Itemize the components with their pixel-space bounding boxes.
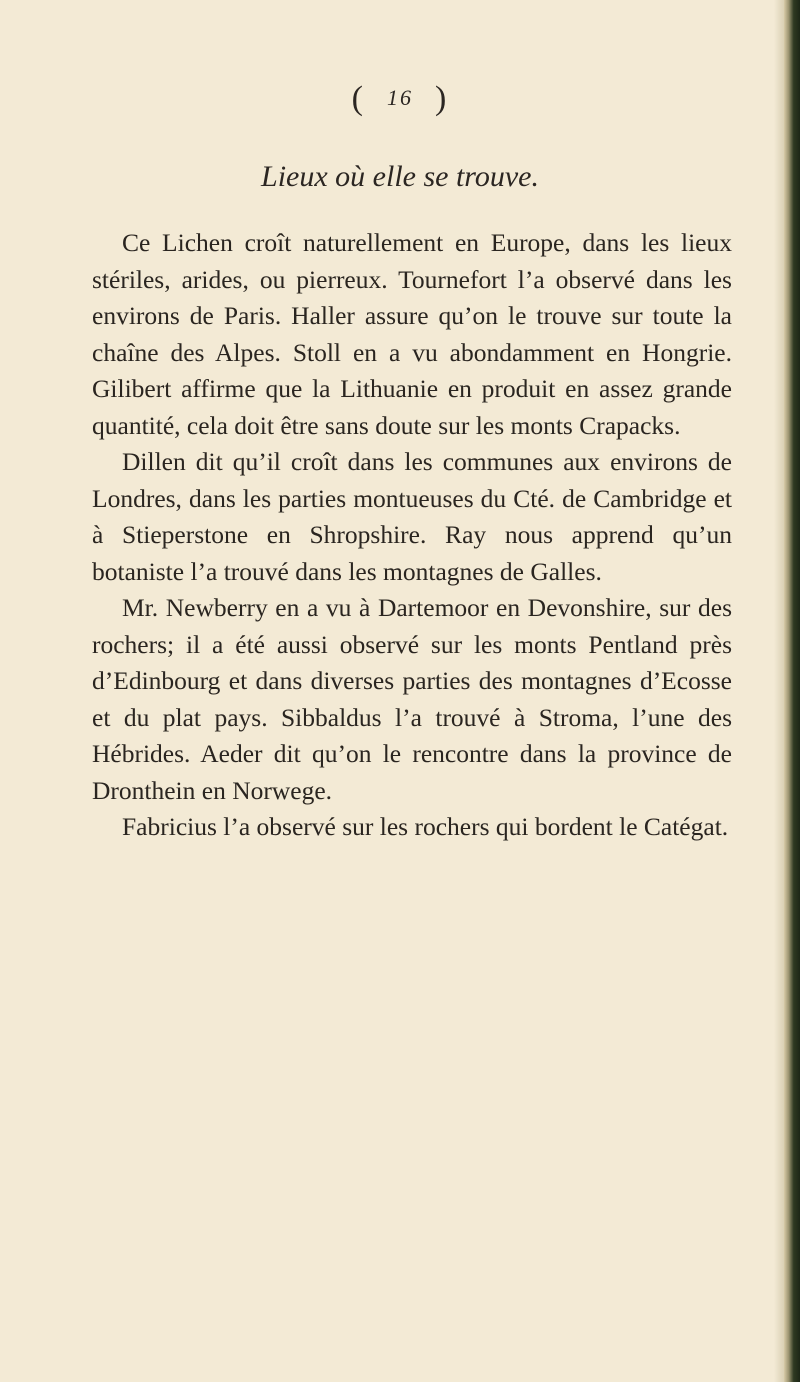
page-edge-shadow [774, 0, 784, 1382]
paragraph: Dillen dit qu’il croît dans les communes aux environs de Londres, dans les parties montueuses du Cté. de Cambridge et à Stieperstone en Shropshire. Ray nous apprend qu’un botaniste l’a trouvé dans les montagnes de Galles. [92, 447, 732, 586]
paragraph: Mr. Newberry en a vu à Dartemoor en Devonshire, sur des rochers; il a été aussi observé sur les monts Pentland près d’Edinbourg et dans diverses parties des montagnes d’Ecosse et du plat pays. Sibbaldus l’a trouvé à Stroma, l’une des Hébrides. Aeder dit qu’on le rencontre dans la province de Dronthein en Norwege. [92, 593, 732, 805]
paragraph: Ce Lichen croît naturellement en Europe, dans les lieux stériles, arides, ou pierreux. Tournefort l’a observé dans les environs de Paris. Haller assure qu’on le trouve sur toute la chaîne des Alpes. Stoll en a vu abondamment en Hongrie. Gilibert affirme que la Lithuanie en produit en assez grande quantité, cela doit être sans doute sur les monts Crapacks. [92, 228, 732, 440]
body-text [92, 225, 732, 846]
page-number-close: ) [435, 80, 449, 117]
book-edge [784, 0, 800, 1382]
page-number-open: ( [351, 80, 365, 117]
page-number-value: 16 [387, 85, 413, 110]
section-heading: Lieux où elle se trouve. [261, 160, 539, 193]
page-number [0, 80, 800, 118]
paragraph: Fabricius l’a observé sur les rochers qui bordent le Catégat. [122, 812, 729, 841]
